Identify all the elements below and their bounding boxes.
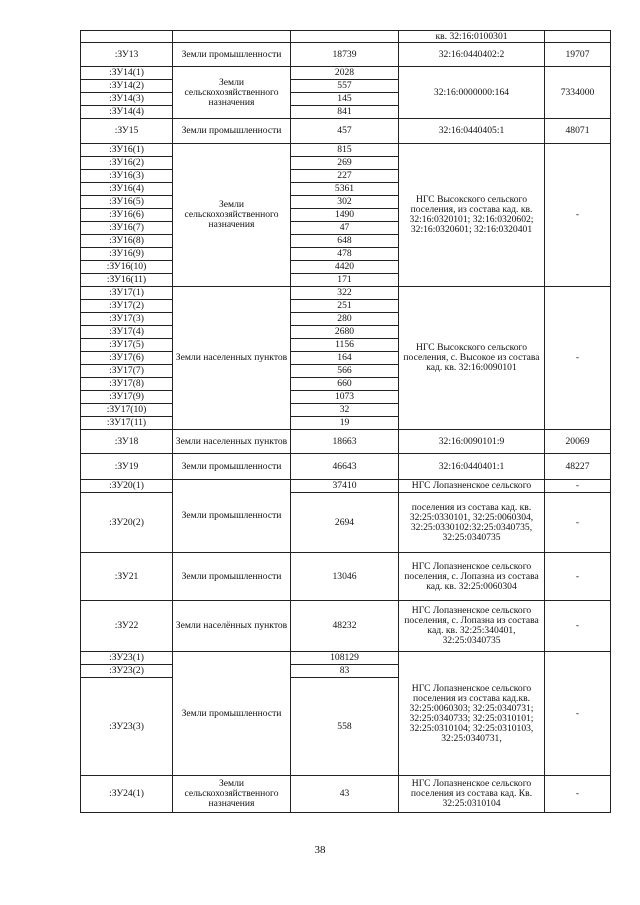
plot-id-cell: :ЗУ17(6) <box>81 352 173 365</box>
table-row <box>81 553 611 601</box>
area-cell: 457 <box>291 119 399 144</box>
area-cell: 47 <box>291 222 399 235</box>
area-cell: 145 <box>291 93 399 106</box>
cadastral-cell: НГС Высокского сельского поселения, с. Высокое из состава кад. кв. 32:16:0090101 <box>399 287 545 430</box>
land-category-cell: Земли населенных пунктов <box>173 430 291 454</box>
cadastral-cell: 32:16:0000000:164 <box>399 67 545 119</box>
table-row <box>81 454 611 480</box>
plot-id-cell: :ЗУ16(11) <box>81 274 173 287</box>
table-row <box>81 776 611 813</box>
land-category-cell: Земли промышленности <box>173 43 291 67</box>
plot-id-cell: :ЗУ16(7) <box>81 222 173 235</box>
cadastral-cell: НГС Лопазненское сельского поселения, с. Лопазна из состава кад. кв. 32:25:0060304 <box>399 553 545 601</box>
plot-id-cell: :ЗУ17(9) <box>81 391 173 404</box>
land-category-cell: Земли промышленности <box>173 119 291 144</box>
plot-id-cell: :ЗУ16(1) <box>81 144 173 157</box>
land-category-cell: Земли промышленности <box>173 553 291 601</box>
cost-cell: 48227 <box>545 454 611 480</box>
plot-id-cell: :ЗУ13 <box>81 43 173 67</box>
plot-id-cell: :ЗУ20(2) <box>81 493 173 553</box>
cost-cell: - <box>545 776 611 813</box>
area-cell: 558 <box>291 678 399 776</box>
cadastral-cell: НГС Лопазненское сельского поселения из состава кад. Кв. 32:25:0310104 <box>399 776 545 813</box>
cadastral-cell: кв. 32:16:0100301 <box>399 31 545 43</box>
area-cell: 269 <box>291 157 399 170</box>
cost-cell: 20069 <box>545 430 611 454</box>
cost-cell: - <box>545 493 611 553</box>
table-row <box>81 430 611 454</box>
plot-id-cell: :ЗУ23(2) <box>81 665 173 678</box>
plot-id-cell <box>81 31 173 43</box>
cadastral-cell: НГС Лопазненское сельского <box>399 480 545 493</box>
plot-id-cell: :ЗУ17(5) <box>81 339 173 352</box>
plot-id-cell: :ЗУ23(1) <box>81 652 173 665</box>
cost-cell: 7334000 <box>545 67 611 119</box>
area-cell: 37410 <box>291 480 399 493</box>
plot-id-cell: :ЗУ14(3) <box>81 93 173 106</box>
table-row <box>81 31 611 43</box>
plot-id-cell: :ЗУ14(4) <box>81 106 173 119</box>
land-category-cell: Земли населенных пунктов <box>173 287 291 430</box>
area-cell: 280 <box>291 313 399 326</box>
table-row <box>81 144 611 157</box>
area-cell: 46643 <box>291 454 399 480</box>
land-category-cell: Земли сельскохозяйственного назначения <box>173 776 291 813</box>
table-row <box>81 480 611 493</box>
plot-id-cell: :ЗУ24(1) <box>81 776 173 813</box>
area-cell <box>291 31 399 43</box>
table-row <box>81 119 611 144</box>
cost-cell: - <box>545 553 611 601</box>
cost-cell: - <box>545 287 611 430</box>
area-cell: 18739 <box>291 43 399 67</box>
table-row <box>81 652 611 665</box>
plot-id-cell: :ЗУ17(7) <box>81 365 173 378</box>
plot-id-cell: :ЗУ14(1) <box>81 67 173 80</box>
area-cell: 660 <box>291 378 399 391</box>
table-row <box>81 43 611 67</box>
area-cell: 43 <box>291 776 399 813</box>
plot-id-cell: :ЗУ16(10) <box>81 261 173 274</box>
area-cell: 48232 <box>291 601 399 652</box>
plot-id-cell: :ЗУ14(2) <box>81 80 173 93</box>
plot-id-cell: :ЗУ15 <box>81 119 173 144</box>
page-number: 38 <box>314 844 326 856</box>
cost-cell: - <box>545 652 611 776</box>
plot-id-cell: :ЗУ17(1) <box>81 287 173 300</box>
plot-id-cell: :ЗУ18 <box>81 430 173 454</box>
cadastral-cell: НГС Лопазненское сельского поселения из состава кад.кв. 32:25:0060303; 32:25:0340731; 32:25:0340733; 32:25:0310101; 32:25:0310104; 32:25:0310103, 32:25:0340731, <box>399 652 545 776</box>
plot-id-cell: :ЗУ16(2) <box>81 157 173 170</box>
area-cell: 815 <box>291 144 399 157</box>
plot-id-cell: :ЗУ19 <box>81 454 173 480</box>
area-cell: 18663 <box>291 430 399 454</box>
area-cell: 322 <box>291 287 399 300</box>
land-category-cell: Земли населённых пунктов <box>173 601 291 652</box>
plot-id-cell: :ЗУ17(2) <box>81 300 173 313</box>
cadastral-cell: НГС Высокского сельского поселения, из состава кад. кв. 32:16:0320101; 32:16:0320602; 32:16:0320601; 32:16:0320401 <box>399 144 545 287</box>
area-cell: 227 <box>291 170 399 183</box>
plot-id-cell: :ЗУ16(9) <box>81 248 173 261</box>
land-category-cell <box>173 31 291 43</box>
plot-id-cell: :ЗУ16(3) <box>81 170 173 183</box>
plot-id-cell: :ЗУ21 <box>81 553 173 601</box>
plot-id-cell: :ЗУ16(6) <box>81 209 173 222</box>
cost-cell: - <box>545 480 611 493</box>
area-cell: 302 <box>291 196 399 209</box>
plot-id-cell: :ЗУ23(3) <box>81 678 173 776</box>
area-cell: 5361 <box>291 183 399 196</box>
cadastral-cell: 32:16:0090101:9 <box>399 430 545 454</box>
plot-id-cell: :ЗУ17(8) <box>81 378 173 391</box>
area-cell: 1490 <box>291 209 399 222</box>
area-cell: 171 <box>291 274 399 287</box>
area-cell: 13046 <box>291 553 399 601</box>
land-category-cell: Земли сельскохозяйственного назначения <box>173 144 291 287</box>
area-cell: 2694 <box>291 493 399 553</box>
land-category-cell: Земли промышленности <box>173 454 291 480</box>
cost-cell <box>545 31 611 43</box>
plot-id-cell: :ЗУ20(1) <box>81 480 173 493</box>
table-row <box>81 287 611 300</box>
plot-id-cell: :ЗУ16(4) <box>81 183 173 196</box>
plot-id-cell: :ЗУ17(4) <box>81 326 173 339</box>
cadastral-cell: НГС Лопазненское сельского поселения, с. Лопазна из состава кад. кв. 32:25:340401, 32:25:0340735 <box>399 601 545 652</box>
plot-id-cell: :ЗУ17(11) <box>81 417 173 430</box>
cost-cell: - <box>545 601 611 652</box>
plot-id-cell: :ЗУ22 <box>81 601 173 652</box>
area-cell: 1073 <box>291 391 399 404</box>
cost-cell: - <box>545 144 611 287</box>
area-cell: 478 <box>291 248 399 261</box>
table-row <box>81 67 611 80</box>
area-cell: 108129 <box>291 652 399 665</box>
area-cell: 32 <box>291 404 399 417</box>
cadastral-cell: 32:16:0440405:1 <box>399 119 545 144</box>
land-category-cell: Земли промышленности <box>173 652 291 776</box>
cost-cell: 48071 <box>545 119 611 144</box>
plot-id-cell: :ЗУ16(5) <box>81 196 173 209</box>
cost-cell: 19707 <box>545 43 611 67</box>
land-category-cell: Земли промышленности <box>173 480 291 553</box>
area-cell: 2680 <box>291 326 399 339</box>
area-cell: 83 <box>291 665 399 678</box>
area-cell: 648 <box>291 235 399 248</box>
area-cell: 164 <box>291 352 399 365</box>
cadastral-cell: поселения из состава кад. кв. 32:25:0330101, 32:25:0060304, 32:25:0330102:32:25:0340735, 32:25:0340735 <box>399 493 545 553</box>
area-cell: 557 <box>291 80 399 93</box>
table-row <box>81 493 611 553</box>
plot-id-cell: :ЗУ16(8) <box>81 235 173 248</box>
area-cell: 566 <box>291 365 399 378</box>
area-cell: 19 <box>291 417 399 430</box>
area-cell: 251 <box>291 300 399 313</box>
cadastral-cell: 32:16:0440401:1 <box>399 454 545 480</box>
cadastral-cell: 32:16:0440402:2 <box>399 43 545 67</box>
area-cell: 2028 <box>291 67 399 80</box>
plot-id-cell: :ЗУ17(10) <box>81 404 173 417</box>
area-cell: 841 <box>291 106 399 119</box>
area-cell: 1156 <box>291 339 399 352</box>
land-plots-table <box>80 30 611 813</box>
area-cell: 4420 <box>291 261 399 274</box>
plot-id-cell: :ЗУ17(3) <box>81 313 173 326</box>
land-category-cell: Земли сельскохозяйственного назначения <box>173 67 291 119</box>
table-row <box>81 601 611 652</box>
